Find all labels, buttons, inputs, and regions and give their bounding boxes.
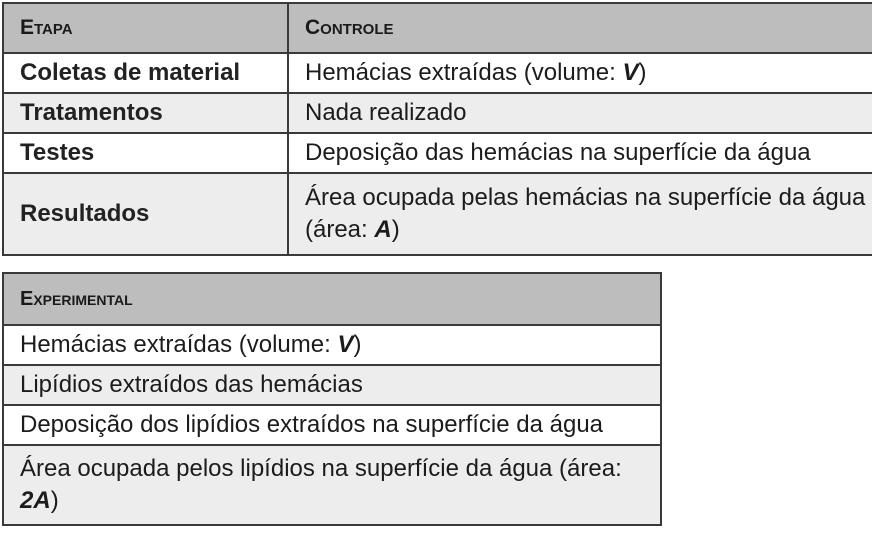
control-table-header-row bbox=[3, 3, 872, 53]
cell-text: ) bbox=[638, 59, 647, 86]
cell-text: ) bbox=[50, 487, 59, 514]
variable-symbol: 2A bbox=[20, 487, 51, 514]
variable-symbol: V bbox=[337, 331, 354, 358]
stage-cell: Coletas de material bbox=[3, 53, 288, 93]
table-row bbox=[3, 325, 661, 365]
header-experimental: Experimental bbox=[3, 273, 661, 325]
table-row bbox=[3, 405, 661, 445]
table-row bbox=[3, 53, 872, 93]
table-row bbox=[3, 133, 872, 173]
cell-text: Hemácias extraídas (volume: bbox=[305, 59, 623, 86]
experimental-cell: Lipídios extraídos das hemácias bbox=[3, 365, 661, 405]
cell-text: ) bbox=[353, 331, 362, 358]
experimental-cell bbox=[3, 325, 661, 365]
experimental-cell: Deposição dos lipídios extraídos na superfície da água bbox=[3, 405, 661, 445]
control-cell bbox=[288, 173, 872, 255]
cell-text: ) bbox=[391, 216, 400, 243]
control-cell bbox=[288, 53, 872, 93]
experimental-table bbox=[2, 272, 662, 526]
cell-text: Hemácias extraídas (volume: bbox=[20, 331, 338, 358]
control-cell: Nada realizado bbox=[288, 93, 872, 133]
experimental-table-header-row bbox=[3, 273, 661, 325]
variable-symbol: V bbox=[622, 59, 639, 86]
stage-cell: Resultados bbox=[3, 173, 288, 255]
cell-text: Área ocupada pelas hemácias na superfície da água (área: bbox=[305, 184, 866, 243]
stage-cell: Testes bbox=[3, 133, 288, 173]
variable-symbol: A bbox=[374, 216, 392, 243]
control-table bbox=[2, 2, 872, 256]
table-row bbox=[3, 93, 872, 133]
experimental-cell bbox=[3, 445, 661, 525]
cell-text: Área ocupada pelos lipídios na superfície da água (área: bbox=[20, 455, 622, 482]
stage-cell: Tratamentos bbox=[3, 93, 288, 133]
table-row bbox=[3, 173, 872, 255]
header-stage: Etapa bbox=[3, 3, 288, 53]
table-row bbox=[3, 445, 661, 525]
table-row bbox=[3, 365, 661, 405]
control-cell: Deposição das hemácias na superfície da água bbox=[288, 133, 872, 173]
header-control: Controle bbox=[288, 3, 872, 53]
